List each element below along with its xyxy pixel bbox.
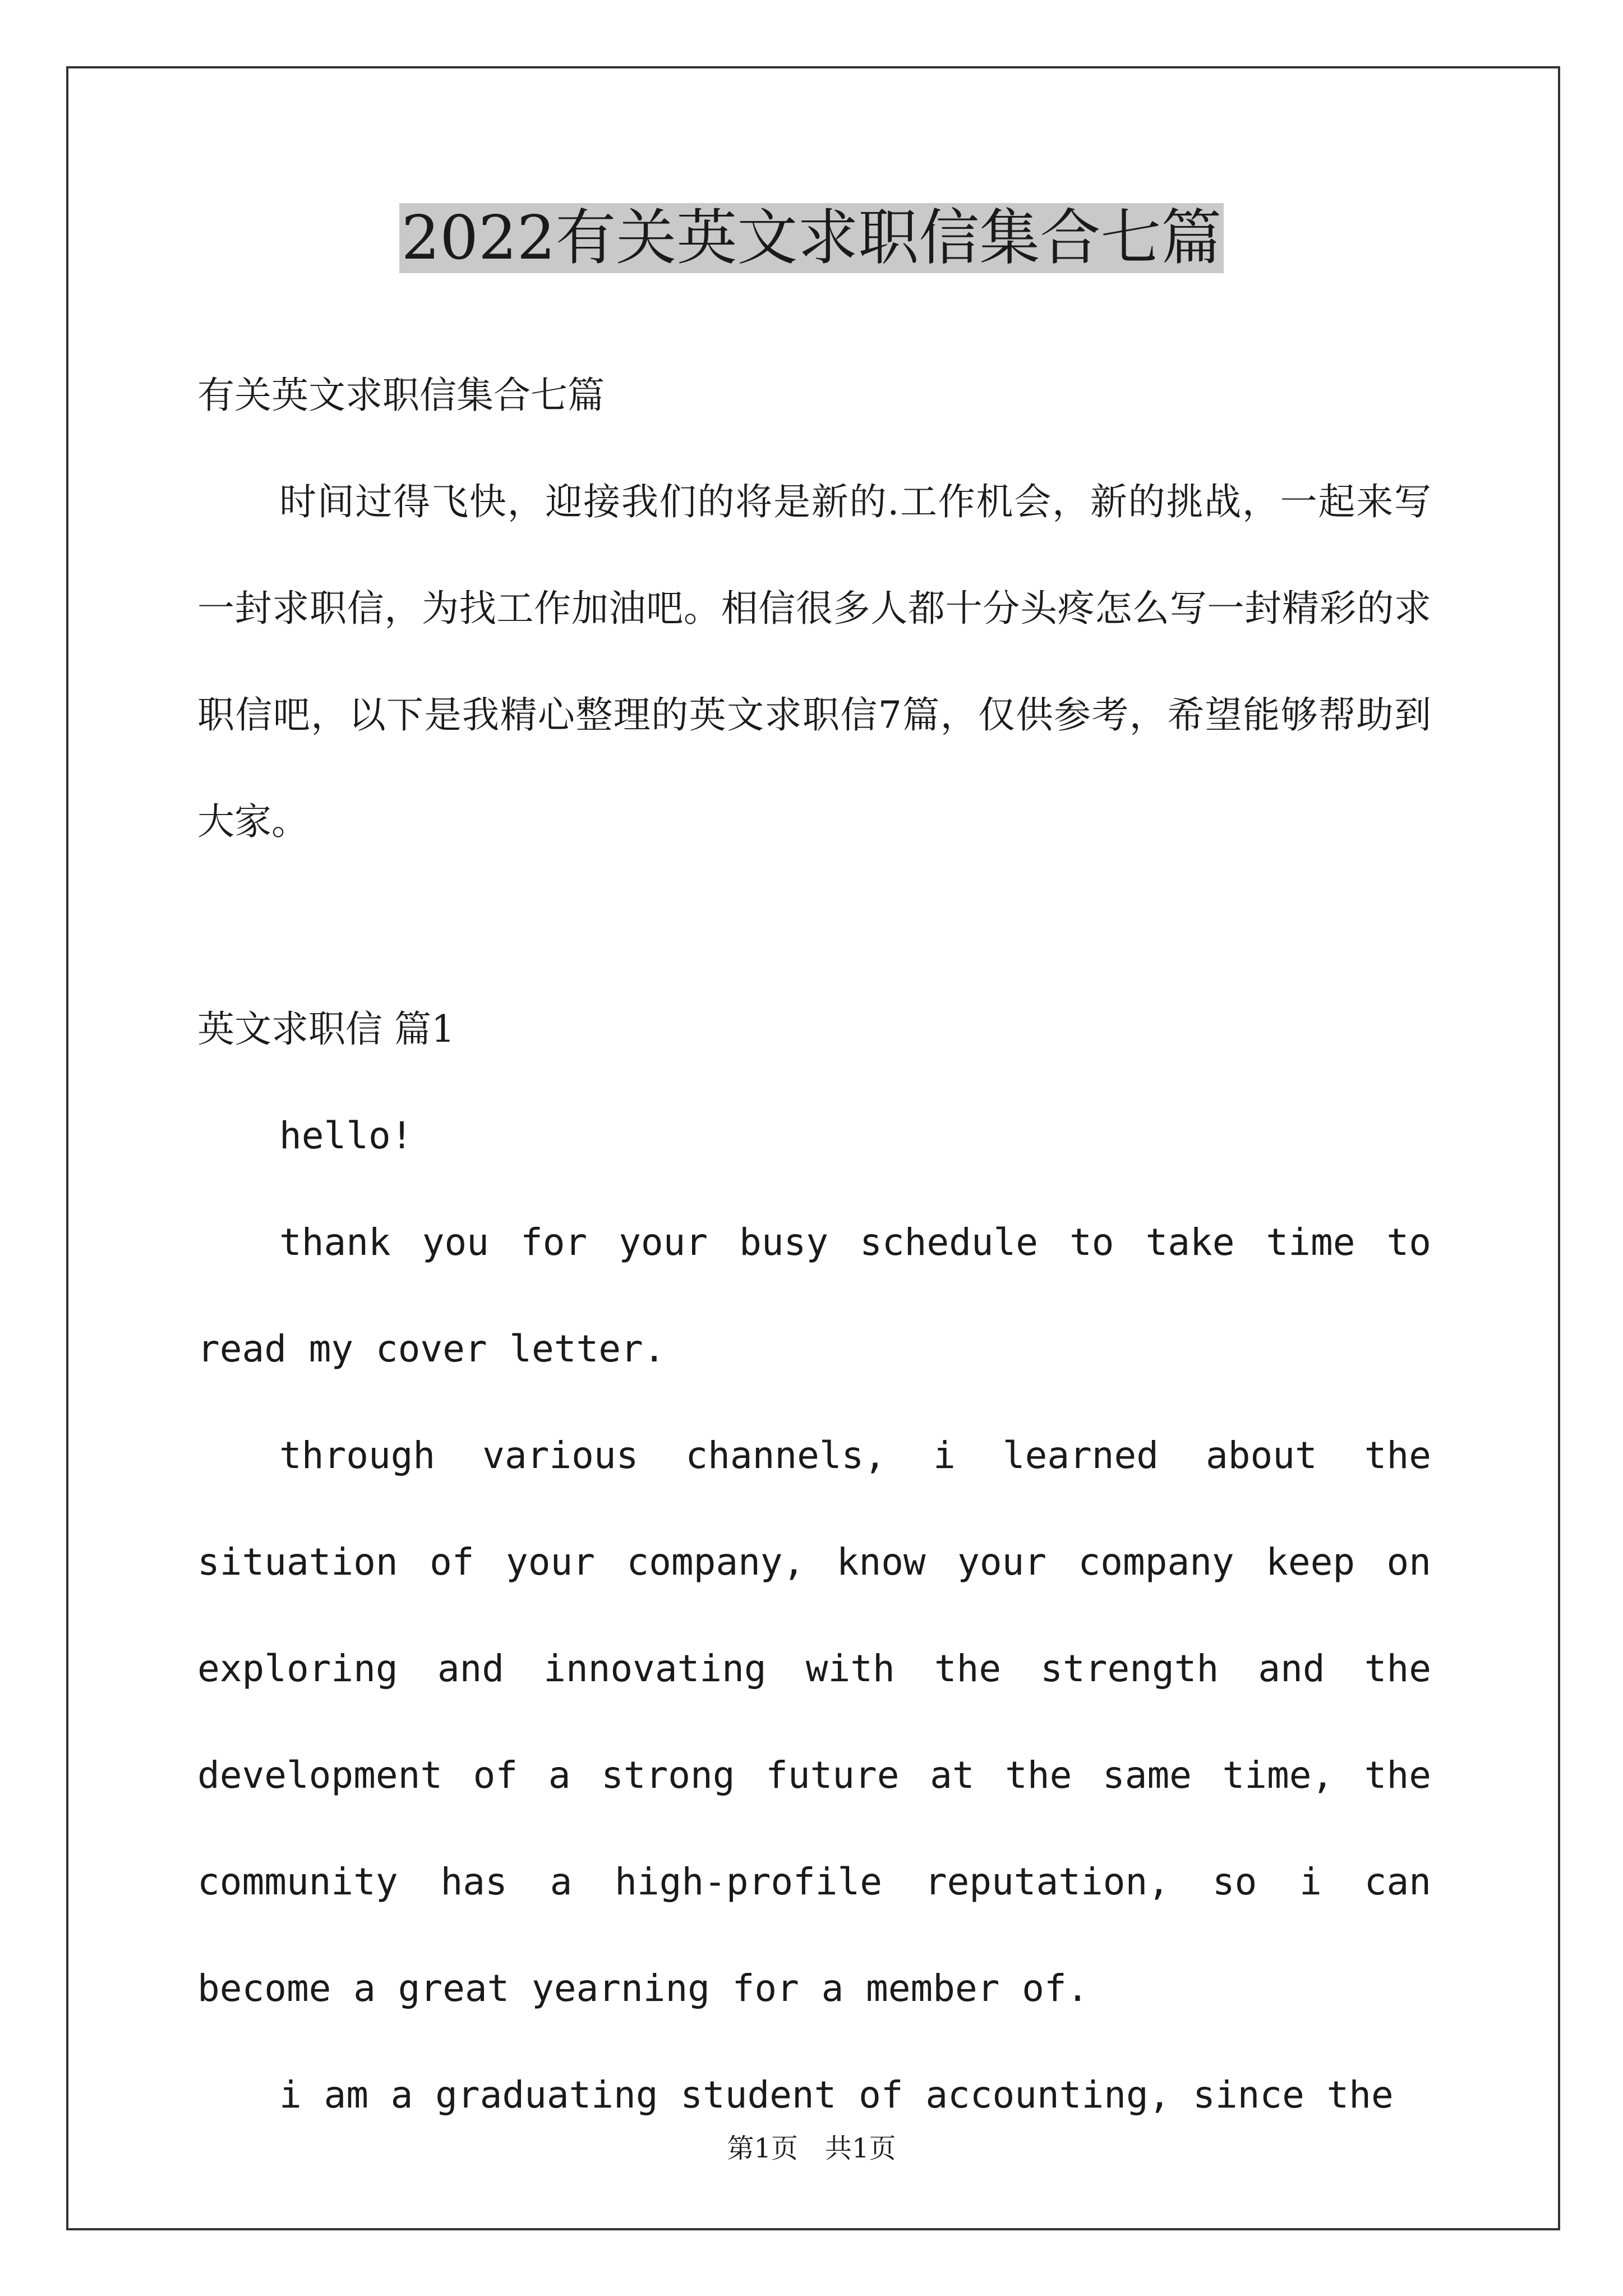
letter-paragraph-2: through various channels, i learned about the situation of your company, know your company keep on exploring and innovating with the strength and the development of a strong future at the same time, the community has a high-profile reputation, so i can become a great yearning for a member of. <box>197 1434 1431 2010</box>
document-subtitle: 有关英文求职信集合七篇 <box>197 374 605 417</box>
page-footer: 第1页 共1页 <box>727 2133 896 2164</box>
letter-paragraph-3: i am a graduating student of accounting, since the <box>279 2073 1394 2116</box>
document-title-text: 2022有关英文求职信集合七篇 <box>399 203 1224 273</box>
document-title <box>0 199 1623 278</box>
greeting: hello! <box>279 1114 413 1157</box>
section-heading: 英文求职信 篇1 <box>197 1007 455 1051</box>
letter-paragraph-1: thank you for your busy schedule to take time to read my cover letter. <box>197 1221 1431 1370</box>
intro-paragraph: 时间过得飞快，迎接我们的将是新的.工作机会，新的挑战，一起来写一封求职信，为找工作加油吧。相信很多人都十分头疼怎么写一封精彩的求职信吧，以下是我精心整理的英文求职信7篇，仅供参考，希望能够帮助到大家。 <box>197 480 1431 843</box>
document-body <box>197 342 1431 2148</box>
